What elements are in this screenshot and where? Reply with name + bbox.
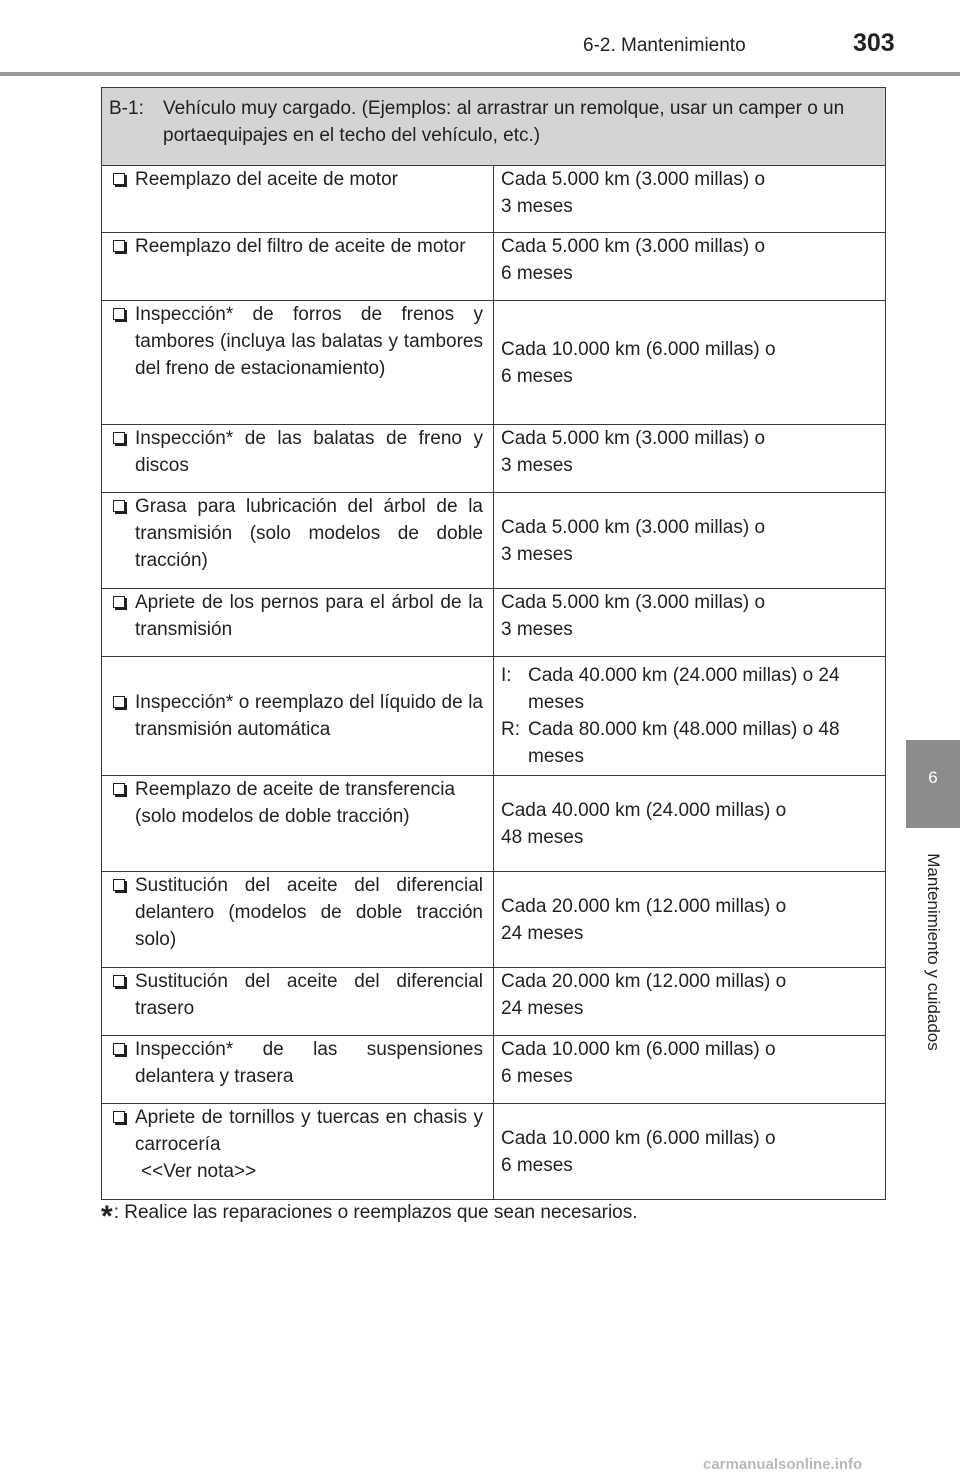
- checkbox-icon: [113, 975, 125, 987]
- item-text: Inspección* de las suspensiones delantera y trasera: [135, 1039, 483, 1087]
- interval-cell: [494, 301, 886, 425]
- table-row: [102, 872, 886, 968]
- interval-code: I:: [501, 665, 512, 686]
- table-row: [102, 493, 886, 589]
- interval-line: Cada 10.000 km (6.000 millas) o: [501, 1127, 776, 1149]
- interval-line: Cada 20.000 km (12.000 millas) o: [501, 971, 787, 992]
- page-number: 303: [853, 29, 895, 57]
- checkbox-icon: [113, 783, 125, 795]
- interval-cell: [494, 1036, 886, 1104]
- watermark: carmanualsonline.info: [703, 1456, 863, 1473]
- interval-cell: [494, 968, 886, 1036]
- item-cell: [102, 301, 494, 425]
- interval-cell: [494, 233, 886, 301]
- interval-line: 3 meses: [501, 196, 573, 217]
- interval-line: Cada 10.000 km (6.000 millas) o: [501, 338, 776, 360]
- table-row: [102, 657, 886, 776]
- checkbox-icon: [113, 596, 125, 608]
- interval-line: 48 meses: [501, 826, 584, 848]
- item-cell: [102, 968, 494, 1036]
- interval-text: Cada 40.000 km (24.000 millas) o 24 meses: [528, 665, 840, 713]
- interval-line: 6 meses: [501, 263, 573, 284]
- item-text: Apriete de los pernos para el árbol de la transmisión: [135, 592, 483, 640]
- item-cell: [102, 166, 494, 233]
- chapter-tab: [906, 740, 960, 828]
- item-text: Sustitución del aceite del diferencial delantero (modelos de doble tracción solo): [135, 875, 483, 950]
- interval-cell: [494, 166, 886, 233]
- checkbox-icon: [113, 240, 125, 252]
- item-text: Grasa para lubricación del árbol de la transmisión (solo modelos de doble tracción): [135, 496, 483, 571]
- interval-line: Cada 40.000 km (24.000 millas) o: [501, 799, 787, 821]
- interval-cell: [494, 493, 886, 589]
- checkbox-icon: [113, 1111, 125, 1123]
- item-text: Reemplazo de aceite de transferencia: [135, 779, 456, 800]
- checkbox-icon: [113, 1043, 125, 1055]
- checkbox-icon: [113, 500, 125, 512]
- table-row: [102, 233, 886, 301]
- interval-line: Cada 20.000 km (12.000 millas) o: [501, 895, 787, 917]
- chapter-number: 6: [928, 768, 938, 787]
- item-cell: [102, 1104, 494, 1200]
- interval-line: 24 meses: [501, 998, 584, 1019]
- item-note: <<Ver nota>>: [141, 1161, 257, 1182]
- checkbox-icon: [113, 432, 125, 444]
- footnote-marker: *: [101, 1200, 113, 1233]
- interval-cell: [494, 589, 886, 657]
- table-row: [102, 1104, 886, 1200]
- interval-line: Cada 5.000 km (3.000 millas) o: [501, 516, 766, 538]
- chapter-title: Mantenimiento y cuidados: [924, 853, 943, 1051]
- footnote-text: : Realice las reparaciones o reemplazos que sean necesarios.: [113, 1202, 638, 1223]
- table-header-row: [102, 88, 886, 166]
- item-cell: [102, 1036, 494, 1104]
- interval-line: 24 meses: [501, 922, 584, 944]
- section-title: 6-2. Mantenimiento: [583, 35, 746, 56]
- item-text: Apriete de tornillos y tuercas en chasis y carrocería: [135, 1107, 483, 1155]
- interval-cell: [494, 425, 886, 493]
- table-row: [102, 1036, 886, 1104]
- item-text: Reemplazo del filtro de aceite de motor: [135, 236, 466, 257]
- interval-code: R:: [501, 719, 520, 740]
- interval-line: Cada 5.000 km (3.000 millas) o: [501, 236, 766, 257]
- item-text: Inspección* de forros de frenos y tambores (incluya las balatas y tambores del freno de estacionamiento): [135, 304, 483, 379]
- table-row: [102, 425, 886, 493]
- item-cell: [102, 425, 494, 493]
- item-text: Reemplazo del aceite de motor: [135, 169, 398, 190]
- checkbox-icon: [113, 879, 125, 891]
- interval-text: Cada 80.000 km (48.000 millas) o 48 meses: [528, 719, 840, 767]
- schedule-code: B-1:: [109, 98, 144, 119]
- checkbox-icon: [113, 173, 125, 185]
- item-extra: (solo modelos de doble tracción): [135, 806, 410, 827]
- interval-cell: [494, 872, 886, 968]
- table-header-cell: [102, 88, 886, 166]
- maintenance-table: [101, 87, 886, 1200]
- item-cell: [102, 493, 494, 589]
- item-cell: [102, 233, 494, 301]
- interval-line: 3 meses: [501, 543, 573, 565]
- item-cell: [102, 872, 494, 968]
- table-row: [102, 166, 886, 233]
- interval-line: 6 meses: [501, 1154, 573, 1176]
- interval-line: Cada 5.000 km (3.000 millas) o: [501, 428, 766, 449]
- interval-line: 3 meses: [501, 455, 573, 476]
- interval-cell: [494, 776, 886, 872]
- checkbox-icon: [113, 308, 125, 320]
- interval-line: 3 meses: [501, 619, 573, 640]
- item-text: Inspección* o reemplazo del líquido de la transmisión automática: [135, 692, 483, 740]
- item-cell: [102, 657, 494, 776]
- item-cell: [102, 589, 494, 657]
- header-rule: [0, 72, 960, 76]
- table-row: [102, 589, 886, 657]
- interval-cell: [494, 1104, 886, 1200]
- footnote: [101, 1200, 638, 1234]
- item-text: Sustitución del aceite del diferencial trasero: [135, 971, 483, 1019]
- checkbox-icon: [113, 696, 125, 708]
- table-row: [102, 301, 886, 425]
- interval-line: 6 meses: [501, 1066, 573, 1087]
- table-row: [102, 776, 886, 872]
- interval-line: Cada 10.000 km (6.000 millas) o: [501, 1039, 776, 1060]
- table-row: [102, 968, 886, 1036]
- schedule-description: Vehículo muy cargado. (Ejemplos: al arrastrar un remolque, usar un camper o un portaequipajes en el techo del vehículo, etc.): [163, 98, 845, 146]
- item-text: Inspección* de las balatas de freno y discos: [135, 428, 483, 476]
- interval-line: Cada 5.000 km (3.000 millas) o: [501, 592, 766, 613]
- interval-cell: [494, 657, 886, 776]
- interval-line: Cada 5.000 km (3.000 millas) o: [501, 169, 766, 190]
- item-cell: [102, 776, 494, 872]
- interval-line: 6 meses: [501, 365, 573, 387]
